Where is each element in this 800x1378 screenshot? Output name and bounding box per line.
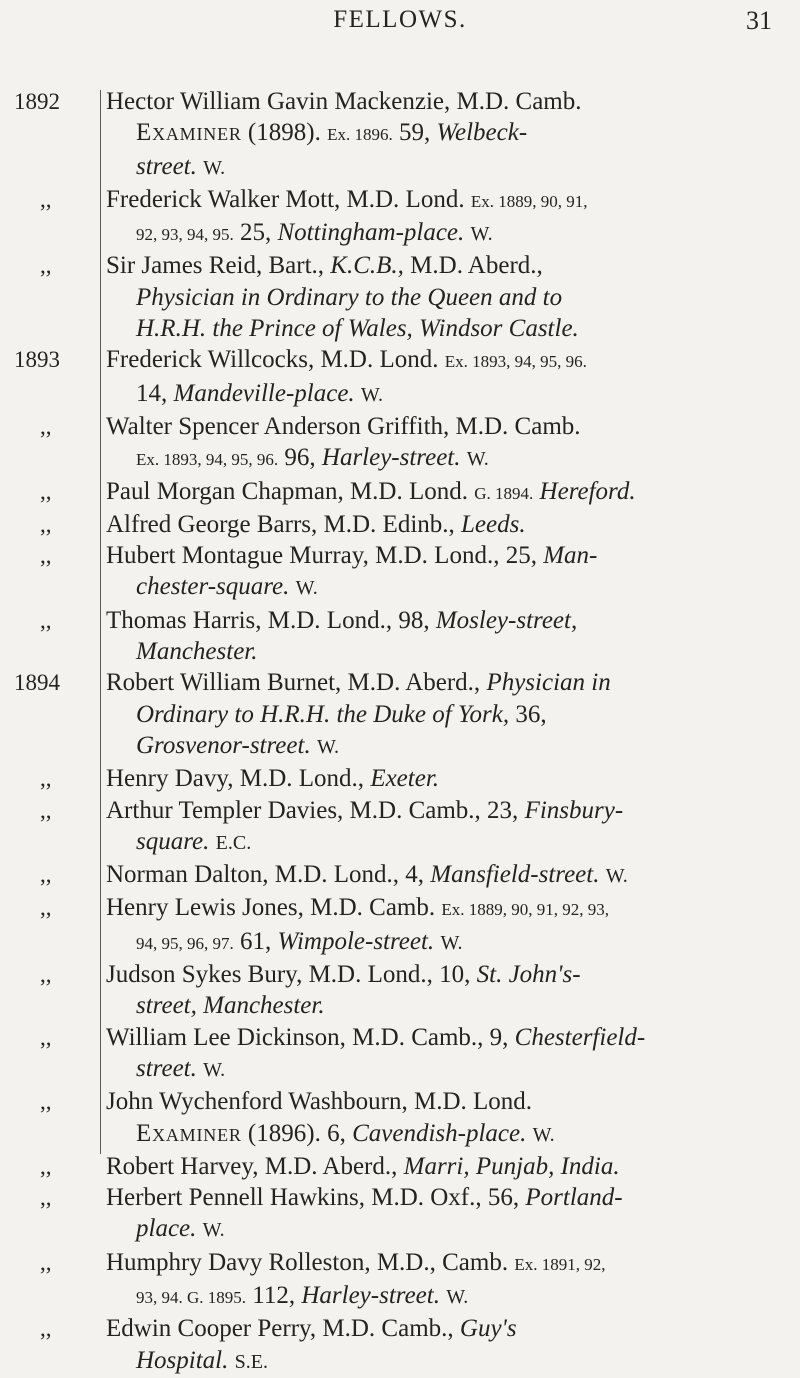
entry-text: W. xyxy=(203,156,226,179)
entry-text: Hector William Gavin Mackenzie, M.D. Camb. xyxy=(106,88,582,115)
entry-line xyxy=(106,151,770,184)
entry-text: Robert Harvey, M.D. Aberd., xyxy=(106,1152,404,1180)
entry-text: St. John's- xyxy=(476,961,581,989)
fellow-entry xyxy=(0,1247,800,1314)
entry-text: John Wychenford Washbourn, M.D. Lond. xyxy=(106,1088,533,1116)
entry-text: Hereford. xyxy=(539,477,636,505)
entry-text: Mosley-street, xyxy=(435,606,578,634)
ditto-mark: ,, xyxy=(40,1185,52,1211)
entry-text: 93, 94. G. 1895. xyxy=(136,1287,247,1307)
entry-line xyxy=(106,313,770,344)
entry-text: Humphry Davy Rolleston, M.D., Camb. xyxy=(106,1248,515,1276)
entry-text: Paul Morgan Chapman, M.D. Lond. xyxy=(106,477,475,505)
entry-text: 59, xyxy=(392,119,437,147)
entry-text: W. xyxy=(466,448,489,471)
entry-line xyxy=(106,117,770,150)
ditto-mark: ,, xyxy=(40,253,52,279)
ditto-mark: ,, xyxy=(40,186,52,212)
entry-text: Ex. 1889, 90, 91, 92, 93, xyxy=(441,900,610,920)
entry-text: K.C.B., xyxy=(330,252,404,280)
entry-line xyxy=(106,892,770,925)
entry-text: Frederick Walker Mott, M.D. Lond. xyxy=(106,185,471,213)
entry-text: S.E. xyxy=(234,1350,268,1373)
page-header-title: FELLOWS. xyxy=(333,6,467,33)
ditto-mark: ,, xyxy=(40,543,52,569)
fellow-entry xyxy=(0,959,800,1022)
entry-line xyxy=(106,826,770,859)
entry-line xyxy=(106,217,770,250)
entry-text: street. xyxy=(136,152,197,180)
ditto-mark: ,, xyxy=(40,962,52,988)
entry-line xyxy=(106,1313,770,1344)
ditto-mark: ,, xyxy=(40,478,52,504)
entry-text: Henry Lewis Jones, M.D. Camb. xyxy=(106,894,442,922)
entry-text: (1896). 6, xyxy=(241,1119,353,1147)
entry-line xyxy=(106,1086,770,1117)
entry-text: Harley-street. xyxy=(301,1281,440,1309)
entry-line xyxy=(106,509,770,540)
entry-text: W. xyxy=(360,383,383,406)
entry-text: W. xyxy=(605,865,628,888)
entry-line xyxy=(106,1345,770,1378)
entry-line xyxy=(106,282,770,313)
entry-text: Hospital. xyxy=(136,1346,229,1374)
entry-text: W. xyxy=(446,1285,469,1308)
entry-line xyxy=(106,730,770,763)
entry-text: Ex. 1893, 94, 95, 96. xyxy=(136,450,279,470)
entry-text: 25, xyxy=(233,219,278,247)
entry-line xyxy=(106,990,770,1021)
entry-line xyxy=(106,1022,770,1053)
entry-line xyxy=(106,763,770,794)
entry-text: 36, xyxy=(509,700,547,728)
entry-text: G. 1894. xyxy=(474,483,534,503)
fellow-entry xyxy=(0,892,800,959)
entry-line xyxy=(106,1280,770,1313)
entry-line xyxy=(106,571,770,604)
entry-text: Portland- xyxy=(525,1184,623,1212)
ditto-mark: ,, xyxy=(40,511,52,537)
entry-text: Examiner xyxy=(136,119,242,147)
entry-text: Arthur Templer Davies, M.D. Camb., 23, xyxy=(106,796,525,824)
entry-text: Ex. 1891, 92, xyxy=(514,1254,606,1274)
entry-text: Manchester. xyxy=(136,638,258,666)
entry-text: 94, 95, 96, 97. xyxy=(136,933,234,953)
entry-text: square. xyxy=(136,827,210,855)
entry-text: Physician in Ordinary to the Queen and to xyxy=(136,283,563,311)
entry-text: W. xyxy=(295,577,318,600)
entry-text: 61, xyxy=(233,927,278,955)
entry-line xyxy=(106,667,770,698)
fellow-entry xyxy=(0,763,800,794)
entry-text: Chesterfield- xyxy=(514,1023,646,1051)
ditto-mark: ,, xyxy=(40,1153,52,1179)
entry-line xyxy=(106,795,770,826)
ditto-mark: ,, xyxy=(40,895,52,921)
entry-line xyxy=(106,1213,770,1246)
entry-text: Thomas Harris, M.D. Lond., 98, xyxy=(106,606,436,634)
entry-text: Alfred George Barrs, M.D. Edinb., xyxy=(106,510,462,538)
entry-text: place. xyxy=(136,1215,197,1243)
fellow-entry xyxy=(0,250,800,344)
entry-text: E.C. xyxy=(215,831,252,854)
fellow-entry xyxy=(0,540,800,605)
entry-text: M.D. Aberd., xyxy=(403,252,543,280)
entry-text: Norman Dalton, M.D. Lond., 4, xyxy=(106,861,431,889)
entry-line xyxy=(106,184,770,217)
fellow-entry xyxy=(0,411,800,476)
entry-text: Robert William Burnet, M.D. Aberd., xyxy=(106,669,487,697)
ditto-mark: ,, xyxy=(40,1024,52,1050)
election-year: 1893 xyxy=(14,347,60,373)
entry-line xyxy=(106,540,770,571)
entry-text: Judson Sykes Bury, M.D. Lond., 10, xyxy=(106,961,477,989)
entry-text: Mansfield-street. xyxy=(430,861,600,889)
entry-text: Herbert Pennell Hawkins, M.D. Oxf., 56, xyxy=(106,1184,526,1212)
ditto-mark: ,, xyxy=(40,862,52,888)
entry-text: Walter Spencer Anderson Griffith, M.D. Camb. xyxy=(106,412,581,440)
fellow-entry xyxy=(0,344,800,411)
entry-line xyxy=(106,605,770,636)
election-year: 1892 xyxy=(14,89,60,114)
entry-line xyxy=(106,1182,770,1213)
entry-text: W. xyxy=(316,735,339,758)
entry-text: W. xyxy=(203,1058,226,1081)
entry-text: 92, 93, 94, 95. xyxy=(136,225,234,245)
entry-text: Ex. 1896. xyxy=(327,125,393,145)
entry-text: W. xyxy=(440,931,463,954)
entry-line xyxy=(106,859,770,892)
entry-text: Welbeck- xyxy=(436,119,528,147)
entry-line xyxy=(106,344,770,377)
entry-text: Henry Davy, M.D. Lond., xyxy=(106,765,371,793)
fellow-entry xyxy=(0,1086,800,1151)
entry-text: 96, xyxy=(278,444,322,472)
entry-text: W. xyxy=(202,1219,225,1242)
ditto-mark: ,, xyxy=(40,1249,52,1275)
entry-line xyxy=(106,86,770,117)
entry-line xyxy=(106,378,770,411)
entry-text: Finsbury- xyxy=(524,796,624,824)
ditto-mark: ,, xyxy=(40,413,52,439)
ditto-mark: ,, xyxy=(40,1316,52,1342)
entry-line xyxy=(106,1247,770,1280)
fellow-entry xyxy=(0,1151,800,1182)
entry-line xyxy=(106,476,770,509)
entry-text: Cavendish-place. xyxy=(352,1119,527,1147)
ditto-mark: ,, xyxy=(40,766,52,792)
entry-text: Ex. 1893, 94, 95, 96. xyxy=(444,352,587,372)
fellow-entry xyxy=(0,509,800,540)
election-year: 1894 xyxy=(14,670,60,696)
entry-text: Man- xyxy=(543,542,598,570)
entry-line xyxy=(106,959,770,990)
entry-line xyxy=(106,699,770,730)
entry-text: Guy's xyxy=(459,1315,517,1343)
entry-text: Sir James Reid, Bart., xyxy=(106,252,331,280)
entry-text: Examiner xyxy=(136,1119,242,1147)
fellow-entry xyxy=(0,86,800,184)
entry-text: 14, xyxy=(136,379,174,407)
entry-text: Marri, Punjab, India. xyxy=(403,1152,620,1180)
entry-text: Exeter. xyxy=(370,765,440,793)
fellow-entry xyxy=(0,667,800,763)
entry-text: Frederick Willcocks, M.D. Lond. xyxy=(106,346,445,374)
entry-text: 112, xyxy=(246,1281,302,1309)
page-number: 31 xyxy=(746,6,772,35)
entry-text: Leeds. xyxy=(461,510,526,538)
entry-line xyxy=(106,1053,770,1086)
entry-text: Physician in xyxy=(486,669,611,697)
entry-text: Hubert Montague Murray, M.D. Lond., 25, xyxy=(106,542,544,570)
entry-text: Grosvenor-street. xyxy=(136,731,311,759)
entry-text: Wimpole-street. xyxy=(277,927,435,955)
entry-text: Mandeville-place. xyxy=(173,379,355,407)
entry-line xyxy=(106,1151,770,1182)
fellow-entry xyxy=(0,476,800,509)
ditto-mark: ,, xyxy=(40,607,52,633)
fellow-entry xyxy=(0,605,800,668)
entry-text: Ex. 1889, 90, 91, xyxy=(470,191,588,211)
entry-text: Ordinary to H.R.H. the Duke of York, xyxy=(136,700,510,728)
entry-text: Nottingham-place. xyxy=(277,219,465,247)
fellow-entry xyxy=(0,859,800,892)
entry-line xyxy=(106,926,770,959)
entry-text: street. xyxy=(136,1054,197,1082)
fellow-entry xyxy=(0,795,800,860)
entry-text: Edwin Cooper Perry, M.D. Camb., xyxy=(106,1315,460,1343)
entry-text: street, Manchester. xyxy=(136,992,325,1020)
entry-text: W. xyxy=(532,1123,555,1146)
entry-line xyxy=(106,411,770,442)
entry-line xyxy=(106,1118,770,1151)
fellow-entry xyxy=(0,1313,800,1378)
entry-line xyxy=(106,250,770,281)
entry-text: William Lee Dickinson, M.D. Camb., 9, xyxy=(106,1023,515,1051)
entry-line xyxy=(106,442,770,475)
fellow-entry xyxy=(0,1182,800,1247)
entry-text: (1898). xyxy=(241,119,328,147)
entry-text: chester-square. xyxy=(136,573,290,601)
ditto-mark: ,, xyxy=(40,797,52,823)
entry-text: Harley-street. xyxy=(321,444,461,472)
fellow-entry xyxy=(0,184,800,251)
entry-line xyxy=(106,636,770,667)
entry-text: H.R.H. the Prince of Wales, Windsor Castle. xyxy=(136,315,579,343)
entry-text: W. xyxy=(470,223,493,246)
fellow-entry xyxy=(0,1022,800,1087)
ditto-mark: ,, xyxy=(40,1089,52,1115)
fellows-list xyxy=(0,86,800,1378)
